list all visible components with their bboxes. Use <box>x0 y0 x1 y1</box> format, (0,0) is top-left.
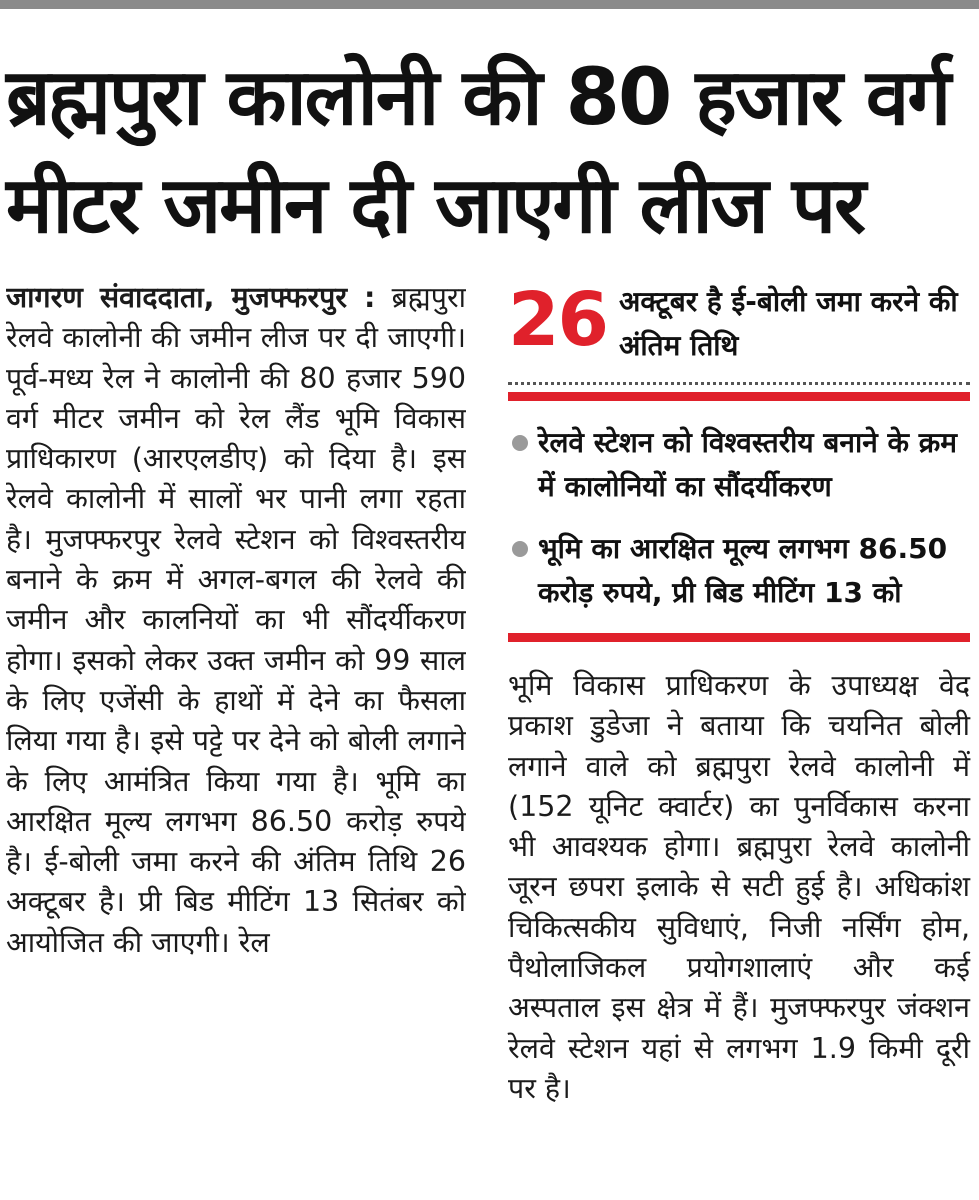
highlight-bullet-text: भूमि का आरक्षित मूल्य लगभग 86.50 करोड़ रुपये, प्री बिड मीटिंग 13 को <box>538 532 948 609</box>
headline <box>6 44 974 260</box>
highlight-bullet-item <box>508 527 970 615</box>
article-column-right <box>508 278 970 1200</box>
headline-line-1: ब्रह्मपुरा कालोनी की 80 हजार वर्ग <box>6 53 950 143</box>
bullet-dot-icon <box>512 541 528 557</box>
highlight-bullet-item <box>508 421 970 509</box>
red-divider-top <box>508 392 970 401</box>
deadline-text: अक्टूबर है ई-बोली जमा करने की अंतिम तिथि <box>618 285 958 362</box>
article-column-left <box>6 278 466 1200</box>
deadline-big-number: 26 <box>508 277 607 363</box>
body-text-left: ब्रह्मपुरा रेलवे कालोनी की जमीन लीज पर दी जाएगी। पूर्व-मध्य रेल ने कालोनी की 80 हजार 590 वर्ग मीटर जमीन को रेल लैंड भूमि विकास प्राधिकारण (आरएलडीए) को दिया है। इस रेलवे कालोनी में सालों भर पानी लगा रहता है। मुजफ्फरपुर रेलवे स्टेशन को विश्वस्तरीय बनाने के क्रम में अगल-बगल की रेलवे की जमीन और कालनियों का भी सौंदर्यीकरण होगा। इसको लेकर उक्त जमीन को 99 साल के लिए एजेंसी के हाथों में देने का फैसला लिया गया है। इसे पट्टे पर देने को बोली लगाने के लिए आमंत्रित किया गया है। भूमि का आरक्षित मूल्य लगभग 86.50 करोड़ रुपये है। ई-बोली जमा करने की अंतिम तिथि 26 अक्टूबर है। प्री बिड मीटिंग 13 सितंबर को आयोजित की जाएगी। रेल <box>6 281 466 959</box>
byline: जागरण संवाददाता, मुजफ्फरपुर : <box>6 281 376 314</box>
top-border-bar <box>0 0 979 9</box>
highlight-bullets <box>508 421 970 615</box>
highlight-box <box>508 278 970 642</box>
deadline-row <box>508 278 970 374</box>
highlight-bullet-text: रेलवे स्टेशन को विश्वस्तरीय बनाने के क्रम में कालोनियों का सौंदर्यीकरण <box>538 426 957 503</box>
bullet-dot-icon <box>512 435 528 451</box>
dotted-divider <box>508 382 970 385</box>
red-divider-bottom <box>508 633 970 642</box>
headline-line-2: मीटर जमीन दी जाएगी लीज पर <box>6 161 864 251</box>
body-text-right: भूमि विकास प्राधिकरण के उपाध्यक्ष वेद प्रकाश डुडेजा ने बताया कि चयनित बोली लगाने वाले को ब्रह्मपुरा रेलवे कालोनी में (152 यूनिट क्वार्टर) का पुनर्विकास करना भी आवश्यक होगा। ब्रह्मपुरा रेलवे कालोनी जूरन छपरा इलाके से सटी हुई है। अधिकांश चिकित्सकीय सुविधाएं, निजी नर्सिंग होम, पैथोलाजिकल प्रयोगशालाएं और कई अस्पताल इस क्षेत्र में हैं। मुजफ्फरपुर जंक्शन रेलवे स्टेशन यहां से लगभग 1.9 किमी दूरी पर है। <box>508 669 970 1105</box>
